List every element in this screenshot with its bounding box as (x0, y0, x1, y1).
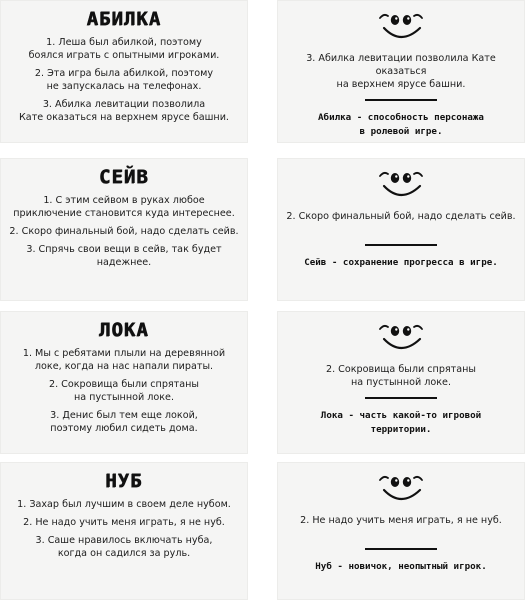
definition-line: в ролевой игре. (359, 126, 443, 137)
example-line: 1. Мы с ребятами плыли на деревянной (22, 348, 226, 359)
definition-line: Нуб - новичок, неопытный игрок. (315, 561, 487, 572)
example-item (43, 378, 205, 404)
example-list (0, 36, 248, 129)
example-line: локе, когда на нас напали пираты. (34, 361, 214, 372)
example-line: Кате оказаться на верхнем ярусе башни. (19, 112, 229, 123)
card-word: ЛОКА (99, 319, 149, 341)
back-example-line: 2. Сокровища были спрятаны (325, 364, 476, 375)
example-list (0, 347, 248, 440)
back-example (292, 514, 510, 540)
example-item (17, 516, 231, 529)
definition-line: Абилка - способность персонажа (318, 112, 484, 123)
example-list (0, 194, 248, 274)
example-line: когда он садился за руль. (57, 548, 191, 559)
example-line: 2. Не надо учить меня играть, я не нуб. (23, 517, 225, 528)
definition (305, 560, 496, 574)
card-back (277, 311, 525, 454)
example-item (7, 194, 241, 220)
card-front (0, 158, 248, 301)
example-line: на пустынной локе. (73, 392, 175, 403)
card-word: СЕЙВ (99, 166, 149, 188)
definition-line: Сейв - сохранение прогресса в игре. (304, 257, 498, 268)
smiley-face-icon (374, 8, 428, 44)
example-item (11, 498, 237, 511)
back-example-line: на верхнем ярусе башни. (336, 79, 466, 90)
example-line: 2. Сокровища были спрятаны (48, 379, 199, 390)
example-line: 3. Денис был тем еще локой, (50, 410, 198, 421)
smiley-face-icon (374, 319, 428, 355)
back-example (278, 210, 523, 236)
definition (308, 111, 494, 139)
example-line: поэтому любил сидеть дома. (50, 423, 198, 434)
example-item (23, 36, 226, 62)
example-list (0, 498, 248, 565)
back-example (277, 52, 525, 91)
divider-line (365, 99, 437, 101)
card-front (0, 462, 248, 600)
card-front (0, 311, 248, 454)
divider-line (365, 548, 437, 550)
definition (294, 256, 508, 270)
example-item (0, 243, 248, 269)
example-line: 3. Спрячь свои вещи в сейв, так будет надежнее. (26, 244, 222, 268)
card-back (277, 0, 525, 143)
card-back (277, 462, 525, 600)
example-line: не запускалась на телефонах. (46, 81, 202, 92)
card-back (277, 158, 525, 301)
example-line: 3. Абилка левитации позволила (42, 99, 206, 110)
back-example-line: 2. Не надо учить меня играть, я не нуб. (300, 515, 502, 526)
example-item (13, 98, 235, 124)
example-item (30, 534, 219, 560)
example-line: 3. Саше нравилось включать нуба, (35, 535, 213, 546)
card-word: АБИЛКА (86, 8, 162, 30)
definition (311, 409, 491, 437)
definition-line: территории. (370, 424, 432, 435)
divider-line (365, 397, 437, 399)
example-line: боялся играть с опытными игроками. (28, 50, 220, 61)
example-item (44, 409, 204, 435)
back-example-line: 2. Скоро финальный бой, надо сделать сейв. (286, 211, 516, 222)
example-line: 2. Эта игра была абилкой, поэтому (34, 68, 214, 79)
example-line: 1. С этим сейвом в руках любое (43, 195, 205, 206)
example-item (29, 67, 219, 93)
divider-line (365, 244, 437, 246)
smiley-face-icon (374, 166, 428, 202)
card-front (0, 0, 248, 143)
example-line: 1. Леша был абилкой, поэтому (46, 37, 202, 48)
definition-line: Лока - часть какой-то игровой (320, 410, 482, 421)
example-item (17, 347, 231, 373)
example-line: приключение становится куда интереснее. (13, 208, 235, 219)
example-line: 1. Захар был лучшим в своем деле нубом. (17, 499, 231, 510)
example-item (3, 225, 244, 238)
smiley-face-icon (374, 470, 428, 506)
back-example-line: 3. Абилка левитации позволила Кате оказаться (306, 53, 496, 77)
back-example (318, 363, 484, 389)
example-line: 2. Скоро финальный бой, надо сделать сейв. (9, 226, 239, 237)
back-example-line: на пустынной локе. (350, 377, 452, 388)
card-word: НУБ (105, 470, 143, 492)
